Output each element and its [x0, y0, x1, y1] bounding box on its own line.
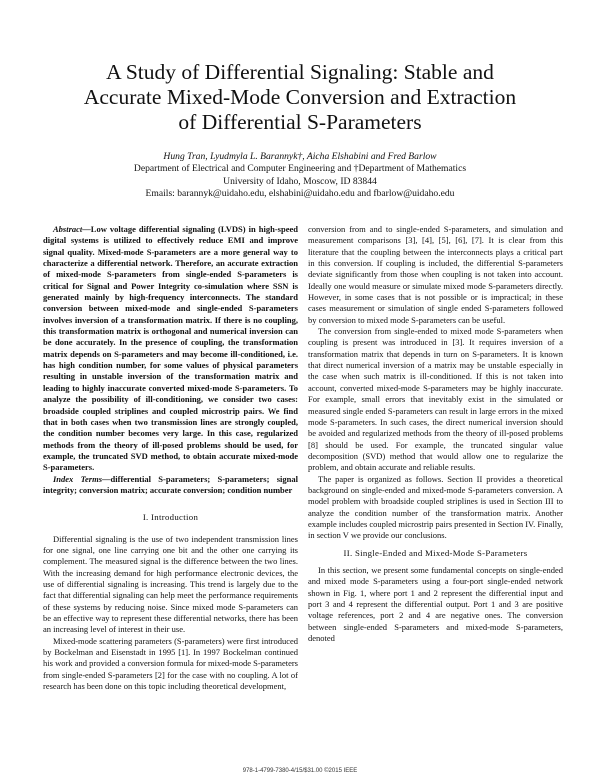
copyright-footer: 978-1-4799-7380-4/15/$31.00 ©2015 IEEE: [242, 768, 358, 774]
section-heading-mixed-mode: II. Single-Ended and Mixed-Mode S-Parameters: [343, 547, 528, 558]
affiliation-department: Department of Electrical and Computer Engineering and †Department of Mathematics: [133, 163, 467, 175]
title-line-3: of Differential S-Parameters: [178, 110, 422, 134]
affiliation-university: University of Idaho, Moscow, ID 83844: [223, 175, 377, 187]
intro-paragraph-4: The conversion from single-ended to mixed mode S-parameters when coupling is present was introduced in [3]. It requires inversion of a transformation matrix that depends in turn on S-parameters. It is known that direct numerical inversion of a matrix may be unstable especially in the case when such matrix is ill-conditioned. If this is not taken into account, converted mixed-mode S-parameters may be highly inaccurate. For example, small errors that inevitably exist in the simulated or measured single ended S-parameters can result in large errors in the mixed mode S-parameters. In such cases, the direct numerical inversion should be avoided and regularized methods from the theory of ill-posed problems [8] should be used. For example, the truncated singular value decomposition (SVD) method that would allow one to regularize the problem, and obtain accurate and reliable results.: [308, 326, 563, 473]
header: [40, 60, 560, 200]
author-block: [40, 151, 560, 200]
abstract-text: Low voltage differential signaling (LVDS) in high-speed digital systems is utilized to effectively reduce EMI and improve signal quality. Mixed-mode S-parameters are a more general way to characterize a differential network. Therefore, an accurate extraction of mixed-mode S-parameters from single-ended S-parameters is critical for Signal and Power Integrity co-simulation where SSN is generated mainly by high-frequency interconnects. The standard conversion between mixed-mode and single-ended S-parameters involves inversion of a transformation matrix. If there is no coupling, this transformation matrix is orthogonal and numerical inversion can be done accurately. In the presence of coupling, the transformation matrix depends on S-parameters and may become ill-conditioned, i.e. has high condition number, for some values of physical parameters resulting in unstable inversion of the transformation matrix and leading to highly inaccurate converted mixed-mode S-parameters. To analyze the possibility of ill-conditioning, we consider two cases: broadside coupled striplines and coupled microstrip pairs. We find that in both cases when two transmission lines are strongly coupled, the condition number becomes very large. In this case, regularized methods from the theory of ill-posed problems should be used, for example, the truncated SVD method, to obtain accurate mixed-mode S-parameters.: [43, 224, 298, 473]
index-terms-text: —differential S-parameters; S-parameters; signal integrity; conversion matrix; accurate conversion; condition number: [43, 473, 298, 495]
abstract: [43, 224, 298, 474]
author-emails: Emails: barannyk@uidaho.edu, elshabini@uidaho.edu and fbarlow@uidaho.edu: [145, 187, 455, 199]
intro-paragraph-1: Differential signaling is the use of two independent transmission lines for one signal, one line carrying one bit and the other one carrying its complement. The measured signal is the difference between the two lines. With the increasing demand for high performance electronic devices, the use of differential signaling is increasing. This trend is largely due to the fact that differential signaling can help meet the performance requirements of these systems by reducing noise. Since mixed mode S-parameters can be an effective way to represent these differential networks, there has been an increasing level of interest in their use.: [43, 533, 298, 635]
left-column: [43, 224, 298, 692]
paper-title: [40, 60, 560, 135]
section2-paragraph-1: In this section, we present some fundamental concepts on single-ended and mixed mode S-parameters using a four-port single-ended network shown in Fig. 1, where port 1 and 2 represent the differential input and port 3 and 4 represent the differential output. Port 1 and 3 are positive voltage references, port 2 and 4 are negative ones. The conversion between single-ended S-parameters and mixed-mode S-parameters, denoted: [308, 564, 563, 644]
intro-paragraph-3: conversion from and to single-ended S-parameters, and simulation and measurement comparisons [3], [4], [5], [6], [7]. It is clear from this literature that the coupling between the interconnects plays a critical part in this conversion. If coupling is included, the differential S-parameters deviate significantly from those when coupling is not taken into account. Ideally one would measure or simulate mixed mode S-parameters directly. However, in some cases that is not possible or is impractical; in these cases measurement or simulation of single ended S-parameters followed by conversion to mixed mode S-parameters can be useful.: [308, 224, 563, 325]
author-names: Hung Tran, Lyudmyla L. Barannyk†, Aicha Elshabini and Fred Barlow: [163, 151, 437, 162]
intro-paragraph-2: Mixed-mode scattering parameters (S-parameters) were first introduced by Bockelman and Eisenstadt in 1995 [1]. In 1997 Bockelman continued his work and provided a conversion formula for mixed-mode S-parameters from single-ended S-parameters [2] for the case with no coupling. A lot of research has been done on this topic including theoretical development,: [43, 635, 298, 692]
index-terms-label: Index Terms: [53, 473, 103, 484]
title-line-1: A Study of Differential Signaling: Stable and: [106, 60, 494, 84]
abstract-label: Abstract—: [53, 224, 91, 234]
intro-paragraph-5: The paper is organized as follows. Section II provides a theoretical background on single-ended and mixed-mode S-parameters conversion. A model problem with broadside coupled striplines is used in Section III to analyze the condition number of the transformation matrix. Another example includes coupled microstrip pairs presented in Section IV. Finally, in section V we provide our conclusions.: [308, 473, 563, 541]
section-heading-introduction: I. Introduction: [142, 512, 199, 523]
index-terms: [43, 474, 298, 497]
title-line-2: Accurate Mixed-Mode Conversion and Extraction: [83, 85, 517, 109]
right-column: [308, 224, 563, 644]
